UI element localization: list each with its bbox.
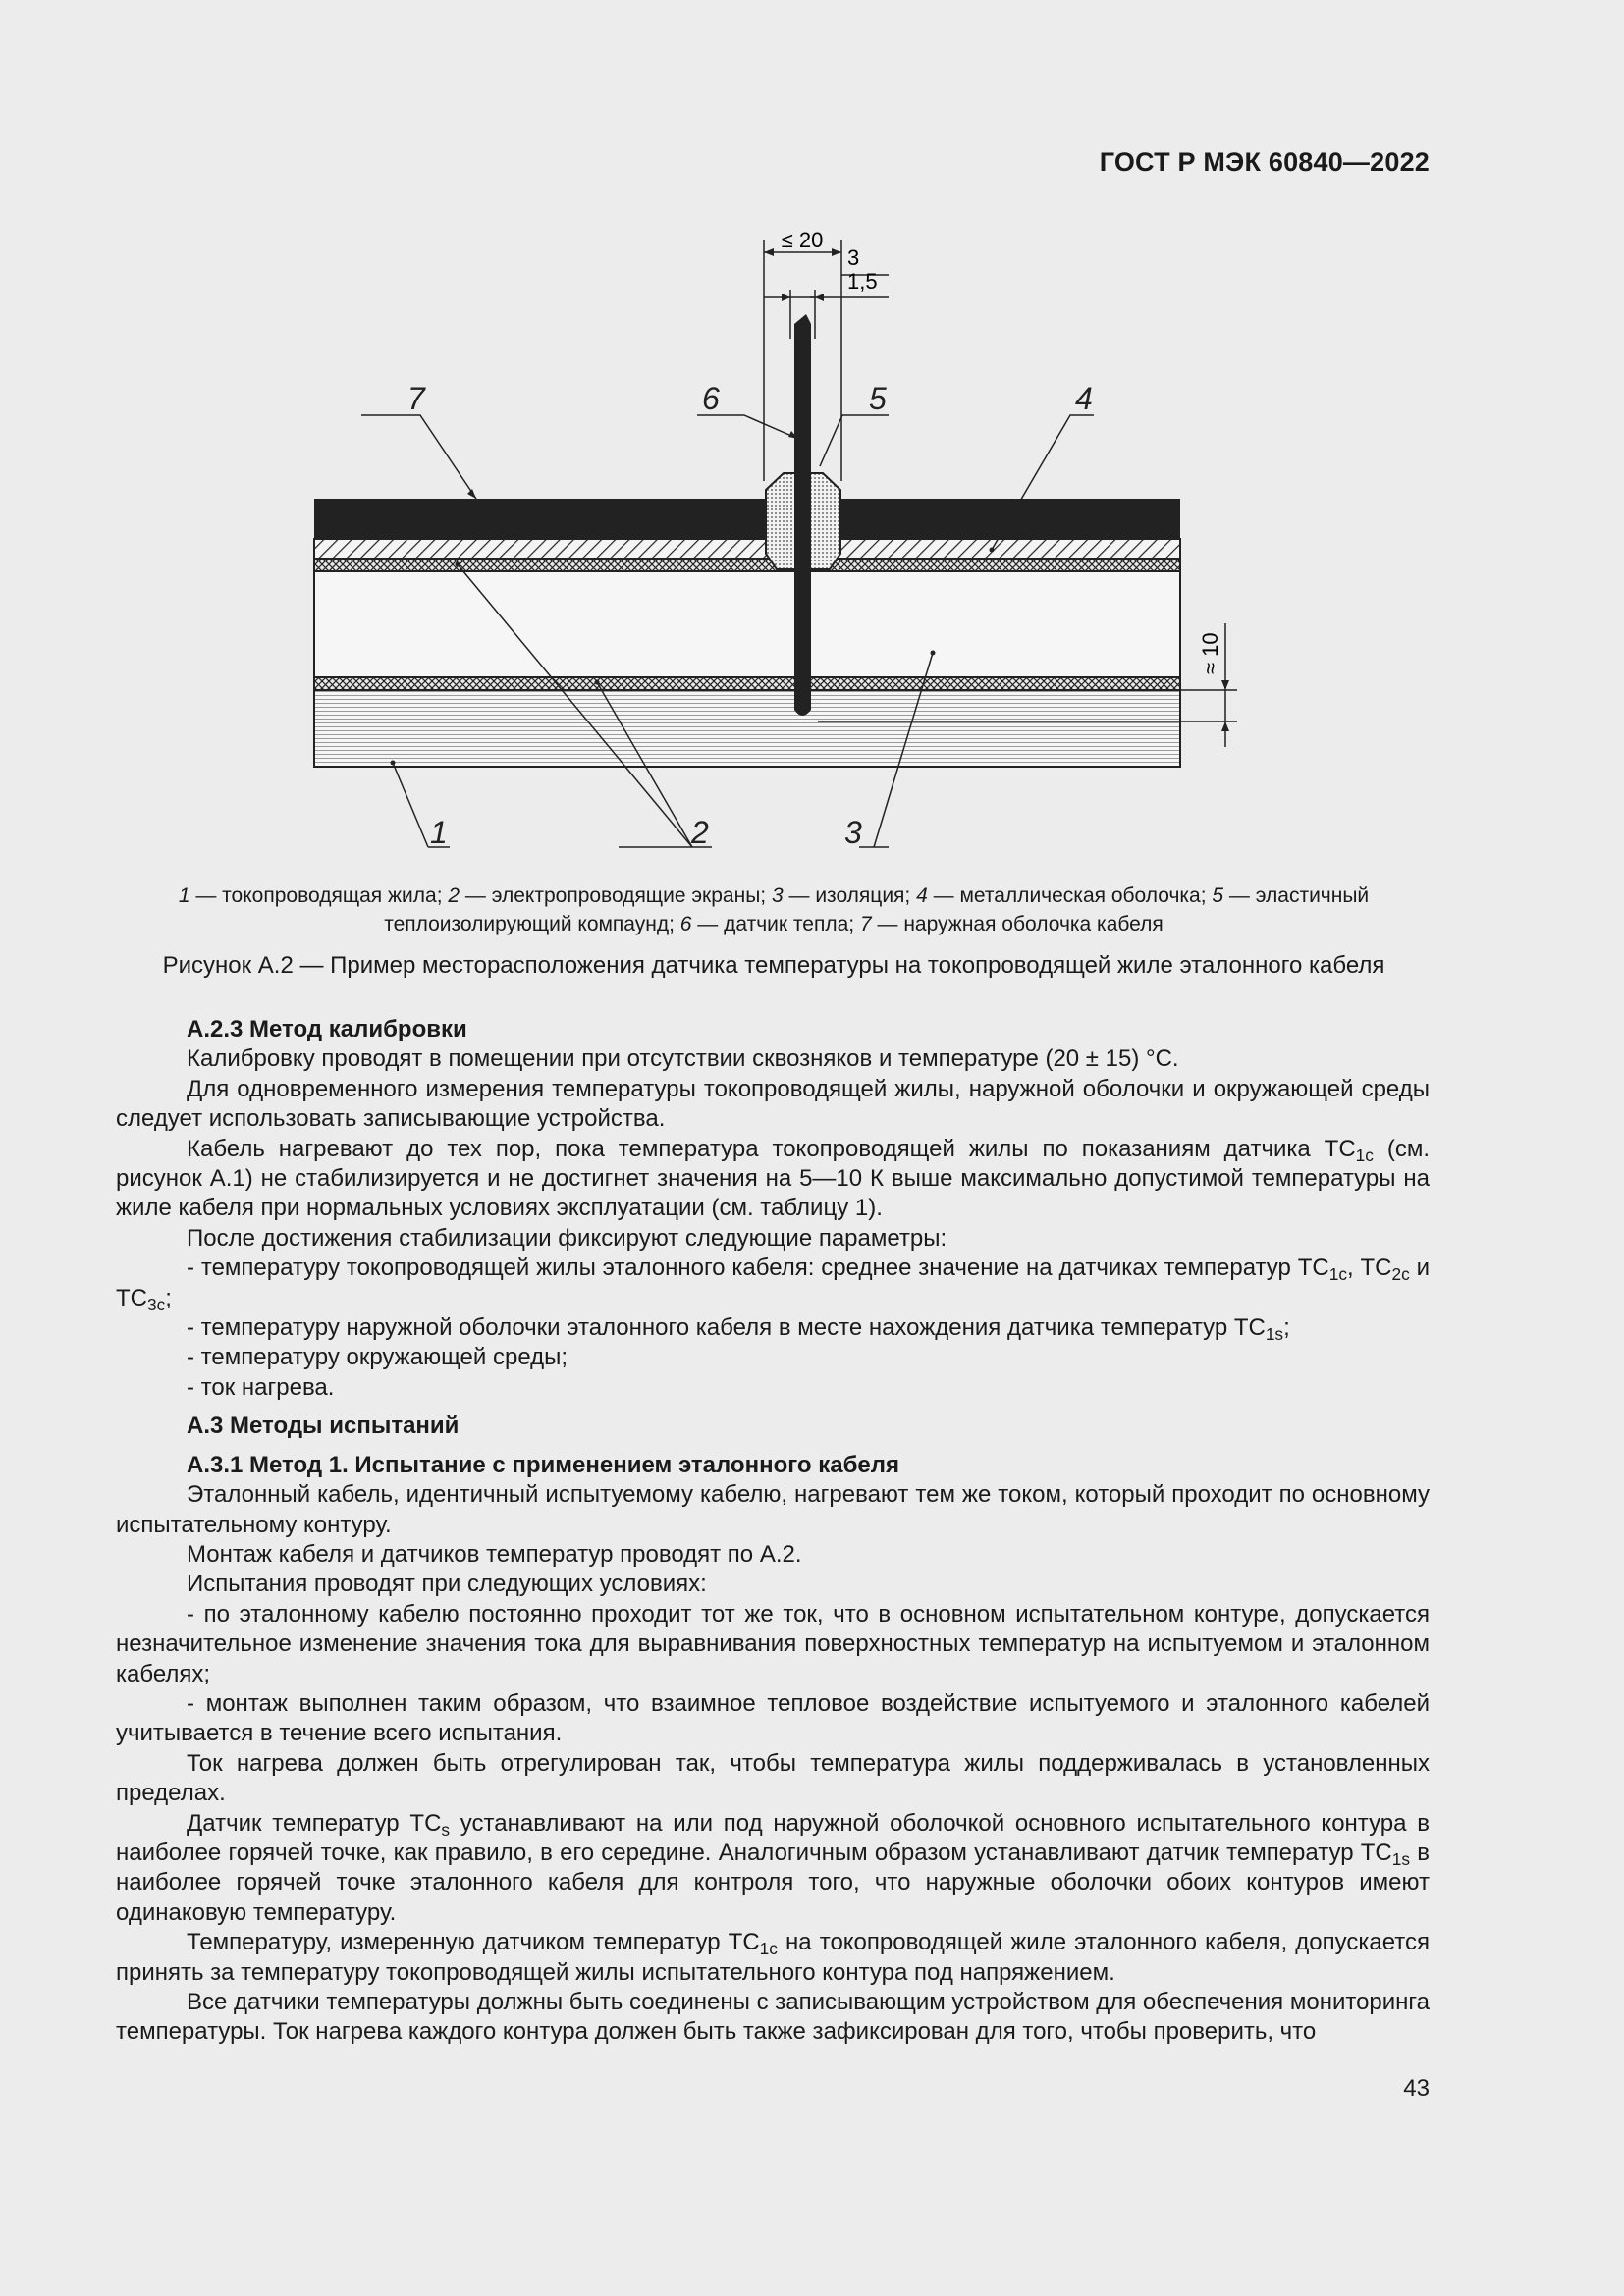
paragraph: Для одновременного измерения температуры токопроводящей жилы, наружной оболочки и окружающей среды следует использовать записывающие устройства. — [116, 1075, 1430, 1133]
text-run: ; — [165, 1284, 172, 1311]
paragraph: Все датчики температуры должны быть соединены с записывающим устройством для обеспечения мониторинга температуры. Ток нагрева каждого контура должен быть также зафиксирован для того, чтобы проверить, что — [116, 1989, 1430, 2046]
text-run: Температуру, измеренную датчиком температур ТС — [187, 1929, 760, 1956]
text-run: , ТС — [1346, 1255, 1392, 1282]
text-run: устанавливают на или под наружной оболочкой основного испытательного контура в наиболее горячей точке, как правило, в его середине. Аналогичным образом устанавливают датчик температур ТС — [116, 1809, 1430, 1866]
text-run: в наиболее горячей точке эталонного кабеля для контроля того, что наружные оболочки обоих контуров имеют одинаковую температуру. — [116, 1839, 1430, 1926]
heat-sensor — [794, 314, 811, 716]
subscript: 2c — [1391, 1264, 1410, 1285]
outer-sheath — [314, 499, 1180, 539]
subscript: 3c — [147, 1294, 166, 1314]
legend-num: 5 — [1212, 884, 1224, 907]
legend-text: — токопроводящая жила; — [189, 884, 449, 907]
text-run: на токопроводящей жиле эталонного кабеля, допускается принять за температуру токопроводящей жилы испытательного контура под напряжением. — [116, 1929, 1430, 1986]
text-run: Датчик температур ТС — [187, 1809, 442, 1837]
subscript: 1c — [759, 1939, 778, 1959]
figure-caption: Рисунок А.2 — Пример месторасположения датчика температуры на токопроводящей жиле эталонного кабеля — [162, 952, 1385, 979]
list-item: - монтаж выполнен таким образом, что взаимное тепловое воздействие испытуемого и эталонного кабелей учитывается в течение всего испытания. — [116, 1689, 1430, 1747]
legend-num: 6 — [679, 913, 692, 935]
paragraph — [116, 1928, 1430, 1988]
legend-num: 2 — [448, 884, 460, 907]
figure-legend — [116, 881, 1432, 938]
paragraph: После достижения стабилизации фиксируют следующие параметры: — [187, 1224, 947, 1252]
list-item — [116, 1313, 1430, 1343]
text-run: - температуру наружной оболочки эталонного кабеля в месте нахождения датчика температур ТС — [187, 1314, 1266, 1342]
upper-screen — [314, 559, 1180, 571]
text-run: - температуру токопроводящей жилы эталонного кабеля: среднее значение на датчиках температур ТС — [187, 1255, 1329, 1282]
paragraph — [116, 1809, 1430, 1929]
label-1: 1 — [430, 815, 448, 850]
lower-screen — [314, 677, 1180, 690]
paragraph: Ток нагрева должен быть отрегулирован так, чтобы температура жилы поддерживалась в установленных пределах. — [116, 1749, 1430, 1807]
conductor — [314, 690, 1180, 767]
list-item: - температуру окружающей среды; — [187, 1344, 568, 1371]
legend-text: — металлическая оболочка; — [927, 884, 1213, 907]
body-text — [116, 1011, 1430, 2048]
dim-side-label: ≈ 10 — [1198, 632, 1222, 674]
metallic-sheath — [314, 539, 1180, 559]
paragraph: Эталонный кабель, идентичный испытуемому кабелю, нагревают тем же током, который проходит по основному испытательному контуру. — [116, 1481, 1430, 1538]
legend-text: — датчик тепла; — [691, 913, 860, 935]
list-item — [116, 1254, 1430, 1313]
paragraph: Испытания проводят при следующих условиях: — [187, 1571, 707, 1598]
text-run: ; — [1283, 1314, 1290, 1342]
legend-text: — эластичный теплоизолирующий компаунд; — [384, 884, 1370, 935]
dim-15-label: 1,5 — [847, 269, 878, 294]
document-header: ГОСТ Р МЭК 60840—2022 — [1099, 147, 1430, 177]
subscript: 1c — [1355, 1145, 1374, 1165]
text-run: Кабель нагревают до тех пор, пока температура токопроводящей жилы по показаниям датчика ТС — [187, 1135, 1356, 1162]
label-3: 3 — [844, 815, 862, 850]
label-6: 6 — [702, 381, 720, 416]
legend-num: 1 — [178, 884, 190, 907]
legend-num: 4 — [916, 884, 928, 907]
subscript: 1c — [1328, 1264, 1347, 1285]
cable-sensor-diagram — [295, 221, 1276, 869]
legend-num: 7 — [859, 913, 872, 935]
subscript: s — [441, 1819, 451, 1840]
dim-top-label: ≤ 20 — [781, 228, 824, 252]
label-5: 5 — [869, 381, 887, 416]
label-2: 2 — [691, 815, 709, 850]
dim-3-label: 3 — [847, 245, 860, 270]
legend-text: — изоляция; — [783, 884, 917, 907]
list-item: - ток нагрева. — [187, 1373, 335, 1401]
list-item: - по эталонному кабелю постоянно проходит тот же ток, что в основном испытательном контуре, допускается незначительное изменение значения тока для выравнивания поверхностных температур на испытуемом и эталонном кабелях; — [116, 1600, 1430, 1687]
section-heading: А.3 Методы испытаний — [187, 1413, 460, 1440]
paragraph: Калибровку проводят в помещении при отсутствии сквозняков и температуре (20 ± 15) °С. — [187, 1045, 1179, 1073]
paragraph — [116, 1135, 1430, 1224]
legend-text: — электропроводящие экраны; — [460, 884, 772, 907]
legend-text: — наружная оболочка кабеля — [871, 913, 1164, 935]
subscript: 1s — [1265, 1324, 1284, 1345]
paragraph: Монтаж кабеля и датчиков температур проводят по А.2. — [187, 1540, 802, 1568]
label-7: 7 — [407, 381, 425, 416]
legend-num: 3 — [771, 884, 784, 907]
section-heading: А.2.3 Метод калибровки — [187, 1016, 467, 1042]
text-run: (см. рисунок А.1) не стабилизируется и не достигнет значения на 5—10 К выше максимально допустимой температуры на жиле кабеля при нормальных условиях эксплуатации (см. таблицу 1). — [116, 1135, 1431, 1222]
page-number: 43 — [1403, 2075, 1430, 2102]
section-heading: А.3.1 Метод 1. Испытание с применением эталонного кабеля — [187, 1451, 900, 1478]
text-run: и ТС — [116, 1255, 1431, 1311]
label-4: 4 — [1075, 381, 1093, 416]
insulation — [314, 571, 1180, 677]
subscript: 1s — [1391, 1849, 1411, 1870]
